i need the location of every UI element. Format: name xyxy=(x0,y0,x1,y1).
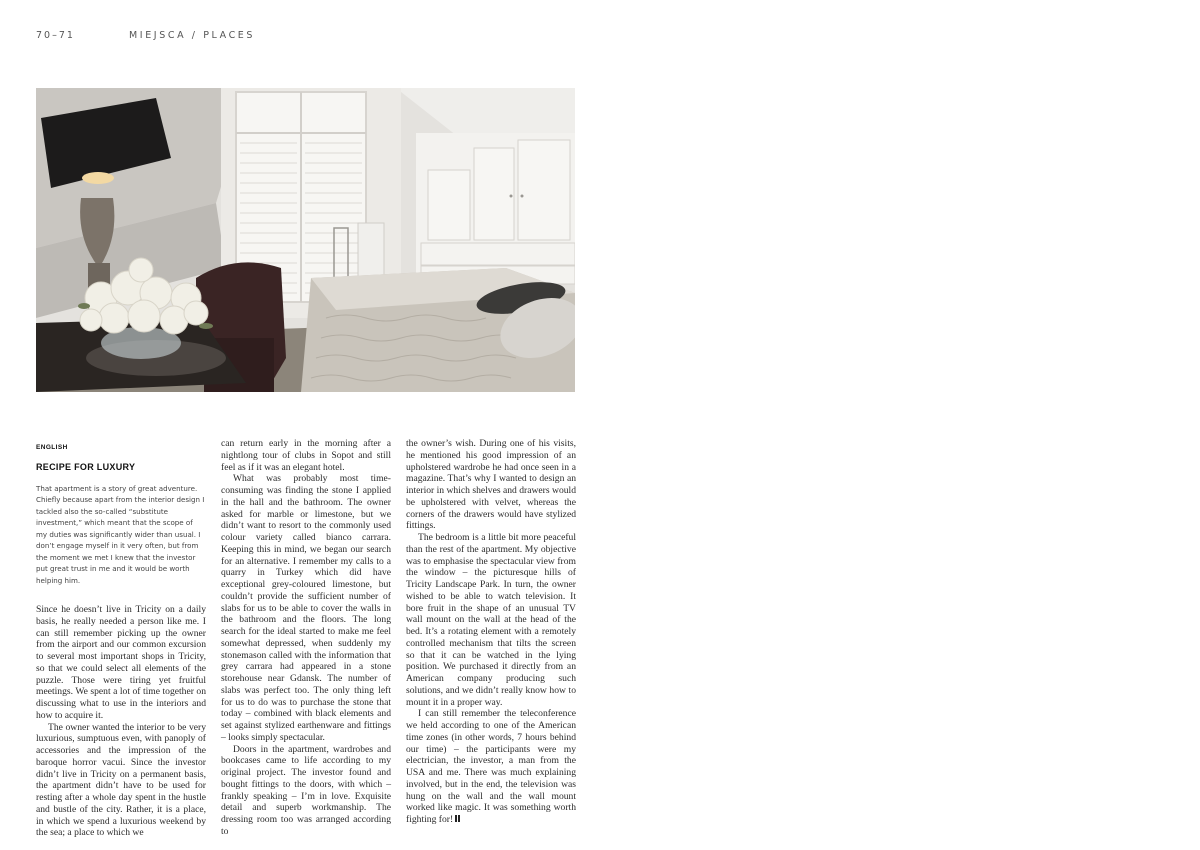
article-title: RECIPE FOR LUXURY xyxy=(36,461,136,472)
column-2 xyxy=(221,438,391,838)
body-paragraph xyxy=(406,708,576,826)
language-label: ENGLISH xyxy=(36,444,68,451)
body-paragraph: What was probably most time-consuming was finding the stone I applied in the hall and the bathroom. The owner asked for marble or limestone, but we didn’t want to resort to the commonly used colour variety called bianco carrara. Keeping this in mind, we began our search for an alternative. I remember my calls to a quarry in Turkey which did have exceptional grey-coloured limestone, but couldn’t provide the sufficient number of slabs for us to be able to cover the walls in the bathroom and the floors. The long search for the ideal started to make me feel somewhat depressed, when suddenly my stonemason called with the information that grey carrara had appeared in a stone storehouse near Gdansk. The number of slabs was perfect too. The only thing left for us to do was to purchase the stone that today – combined with black elements and set against stylized earthenware and fittings – looks simply spectacular. xyxy=(221,473,391,743)
bedroom-illustration xyxy=(36,88,575,392)
section-title: MIEJSCA / PLACES xyxy=(129,30,256,41)
body-paragraph: The bedroom is a little bit more peaceful than the rest of the apartment. My objective was to emphasise the spectacular view from the window – the picturesque hills of Tricity Landscape Park. In turn, the owner wished to be able to watch television. It bore fruit in the shape of an unusual TV wall mount on the wall at the head of the bed. It’s a rotating element with a remotely controlled mechanism that tilts the screen so that it can be watched in the lying position. We purchased it directly from an American company producing such solutions, and we didn’t really know how to mount it in a proper way. xyxy=(406,532,576,708)
body-paragraph: The owner wanted the interior to be very luxurious, sumptuous even, with panoply of accessories and the impression of the baroque horror vacui. Since the investor didn’t live in Tricity on a permanent basis, the apartment didn’t have to be used for resting after a whole day spent in the hustle and bustle of the city. Rather, it is a place, in which we spend a luxurious weekend by the sea; a place to which we xyxy=(36,721,206,839)
body-paragraph: Doors in the apartment, wardrobes and bookcases came to life according to my original project. The investor found and bought fittings to the doors, with which – frankly speaking – I’m in love. Exquisite detail and superb workmanship. The dressing room too was arranged according to xyxy=(221,743,391,837)
end-of-article-mark xyxy=(455,815,457,822)
body-paragraph: can return early in the morning after a nightlong tour of clubs in Sopot and still feel as if it was an elegant hotel. xyxy=(221,438,391,473)
column-3 xyxy=(406,438,576,826)
lead-paragraph: That apartment is a story of great adventure. Chiefly because apart from the interior design I tackled also the so-called “substitute investment,” which meant that the scope of my duties was significantly wider than usual. I don’t engage myself in it very often, but from the moment we met I knew that the investor put great trust in me and it would be worth helping him. xyxy=(36,483,205,585)
column-1 xyxy=(36,438,206,839)
body-paragraph: the owner’s wish. During one of his visits, he mentioned his good impression of an upholstered wardrobe he had once seen in a magazine. That’s why I wanted to design an interior in which shelves and drawers would be upholstered with velvet, whereas the corners of the drawers would have stylized fittings. xyxy=(406,438,576,532)
article-lead xyxy=(36,483,206,587)
body-paragraph: Since he doesn’t live in Tricity on a daily basis, he really needed a person like me. I can still remember picking up the owner from the airport and our common excursion to several most important shops in Tricity, so that we could select all elements of the puzzle. Those were tiring yet fruitful meetings. We spent a lot of time together on discussing what to use in the interiors and how to acquire it. xyxy=(36,604,206,721)
bedroom-photo xyxy=(36,88,575,392)
final-paragraph-text: I can still remember the teleconference we held according to one of the American time zones (in other words, 7 hours behind our time) – the participants were my electrician, the investor, a man from the USA and me. There was much explaining involved, but in the end, the television was hung on the wall and the wall mount worked like magic. It was something worth fighting for! xyxy=(406,708,576,825)
page-numbers: 70–71 xyxy=(36,30,75,41)
